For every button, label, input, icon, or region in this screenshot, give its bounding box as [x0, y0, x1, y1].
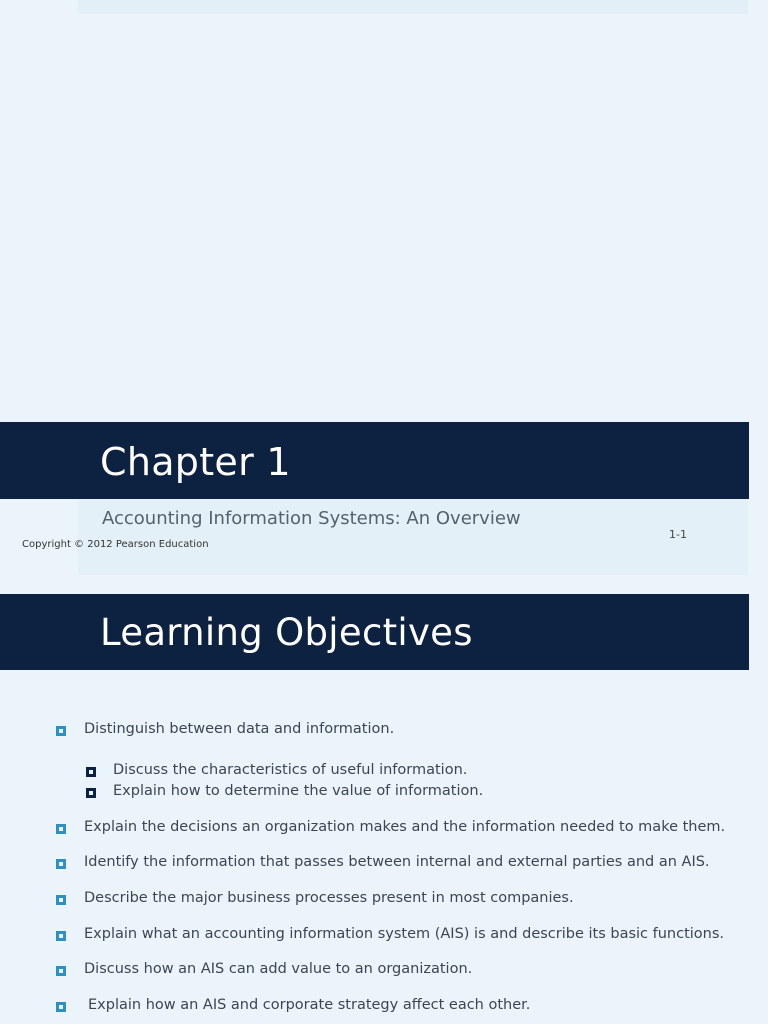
- chapter-subtitle: Accounting Information Systems: An Overview: [102, 508, 521, 529]
- chapter-title: Chapter 1: [100, 440, 291, 484]
- objectives-title: Learning Objectives: [100, 611, 473, 654]
- objective-item: Explain how an AIS and corporate strategy affect each other.: [88, 997, 531, 1013]
- objectives-title-bar: [0, 594, 749, 670]
- objective-item: Describe the major business processes present in most companies.: [84, 890, 574, 906]
- objective-item: Distinguish between data and information.: [84, 721, 395, 737]
- page-number: 1-1: [669, 528, 687, 541]
- objective-item: Explain what an accounting information system (AIS) is and describe its basic functions.: [84, 926, 725, 942]
- square-bullet-icon: [56, 966, 66, 976]
- sub-objective-item: Discuss the characteristics of useful information.: [113, 762, 468, 778]
- square-bullet-icon: [56, 824, 66, 834]
- square-bullet-icon: [56, 895, 66, 905]
- square-bullet-icon: [56, 1002, 66, 1012]
- objective-item: Identify the information that passes between internal and external parties and an AIS.: [84, 854, 710, 870]
- previous-slide-edge: [78, 0, 748, 14]
- copyright-notice: Copyright © 2012 Pearson Education: [22, 539, 209, 550]
- sub-objective-item: Explain how to determine the value of information.: [113, 783, 484, 799]
- objective-item: Discuss how an AIS can add value to an organization.: [84, 961, 473, 977]
- chapter-title-bar: [0, 422, 749, 499]
- square-bullet-icon: [56, 931, 66, 941]
- square-bullet-icon: [86, 788, 96, 798]
- square-bullet-icon: [56, 859, 66, 869]
- objective-item: Explain the decisions an organization makes and the information needed to make them.: [84, 819, 726, 835]
- square-bullet-icon: [86, 767, 96, 777]
- square-bullet-icon: [56, 726, 66, 736]
